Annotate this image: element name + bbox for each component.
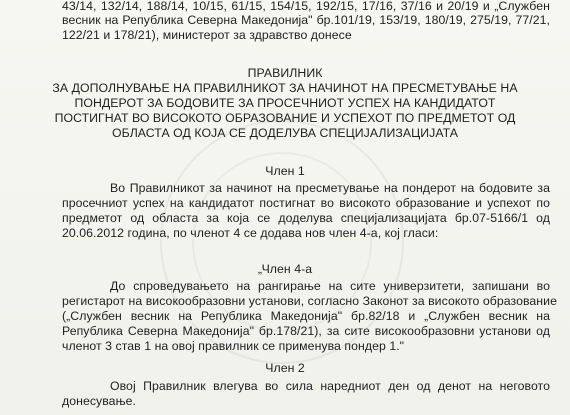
intro-line-3: 122/21 и 178/21), министерот за здравство донесе (62, 28, 352, 42)
intro-line-1: 43/14, 132/14, 188/14, 10/15, 61/15, 154/15, 192/15, 17/16, 37/16 и 20/19 и „Службен (62, 0, 550, 13)
article-2-title: Член 2 (265, 361, 305, 375)
article-1-line-3: предметот од областа за која се доделува специјализацијата бр.07-5166/1 од (62, 211, 550, 225)
article-2-line-2: донесување. (62, 394, 136, 408)
article-1-title: Член 1 (265, 164, 305, 178)
article-1-line-1: Во Правилникот за начинот на пресметување на пондерот на бодовите за (110, 181, 550, 195)
heading-line-2: ПОНДЕРОТ ЗА БОДОВИТЕ ЗА ПРОСЕЧНИОТ УСПЕХ НА КАНДИДАТОТ (74, 96, 496, 110)
heading-line-3: ПОСТИГНАТ ВО ВИСОКОТО ОБРАЗОВАНИЕ И УСПЕХОТ ПО ПРЕДМЕТОТ ОД (54, 111, 516, 125)
heading-line-1: ЗА ДОПОЛНУВАЊЕ НА ПРАВИЛНИКОТ ЗА НАЧИНОТ НА ПРЕСМЕТУВАЊЕ НА (52, 81, 518, 95)
heading-line-4: ОБЛАСТА ОД КОЈА СЕ ДОДЕЛУВА СПЕЦИЈАЛИЗАЦИЈАТА (111, 126, 459, 140)
article-1-line-2: просечниот успех на кандидатот постигнат во високото образование и успехот по (62, 196, 550, 210)
article-4a-line-5: членот 3 став 1 на овој правилник се применува пондер 1." (62, 339, 405, 353)
heading-title: ПРАВИЛНИК (247, 66, 323, 80)
intro-line-2: весник на Република Северна Македонија" бр.101/19, 153/19, 180/19, 275/19, 77/21, (62, 13, 550, 27)
article-4a-line-3: („Службен весник на Република Македонија" бр.82/18 и „Службен весник на (62, 309, 550, 323)
article-4a-line-4: Република Северна Македонија" бр.178/21), за сите високообразовни установи од (62, 324, 550, 338)
article-4a-line-1: До спроведувањето на рангирање на сите универзитети, запишани во (110, 279, 550, 293)
article-4a-line-2: регистарот на високообразовни установи, согласно Законот за високото образование (62, 294, 557, 308)
article-1-line-4: 20.06.2012 година, по членот 4 се додава нов член 4-а, кој гласи: (62, 226, 439, 240)
article-4a-title: „Член 4-а (257, 262, 313, 276)
article-2-line-1: Овој Правилник влегува во сила наредниот ден од денот на неговото (110, 379, 550, 393)
